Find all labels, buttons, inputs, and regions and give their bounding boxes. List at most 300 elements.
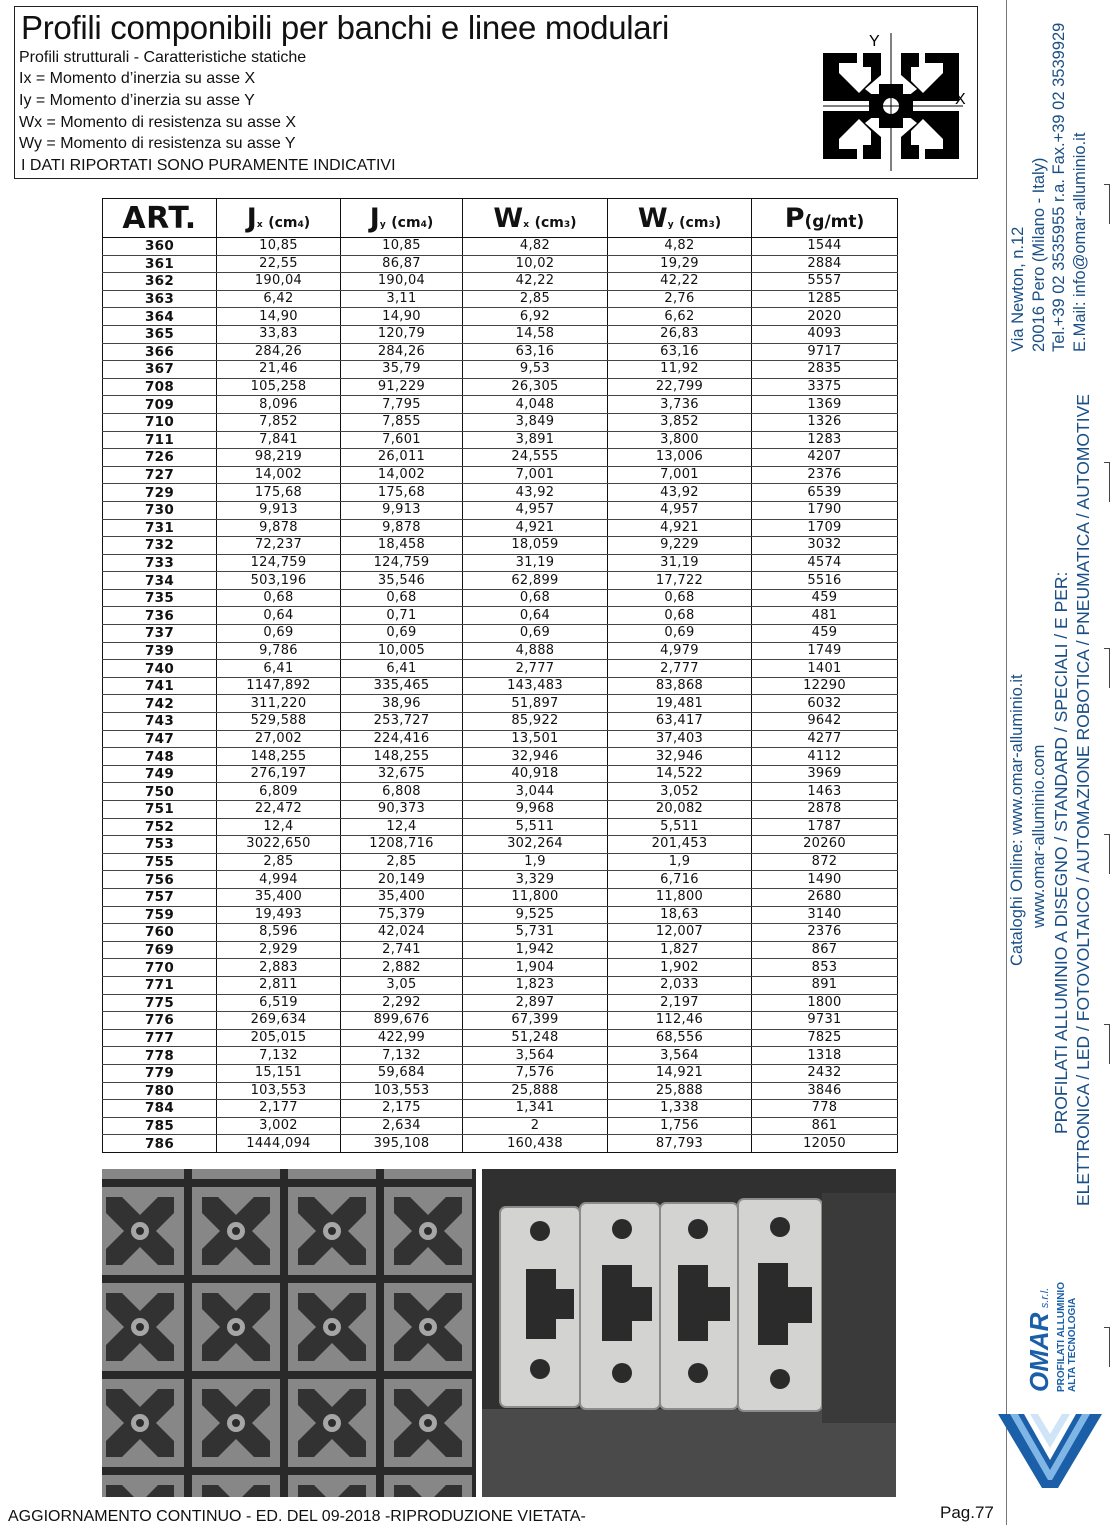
cell-jx: 7,852 <box>217 413 341 431</box>
table-row <box>103 924 898 942</box>
cell-jy: 7,601 <box>341 431 463 449</box>
cell-wx: 4,921 <box>463 519 608 537</box>
cell-art: 775 <box>103 994 217 1012</box>
table-row <box>103 361 898 379</box>
cell-art: 731 <box>103 519 217 537</box>
cell-art: 778 <box>103 1047 217 1065</box>
cell-p: 1490 <box>752 871 898 889</box>
cell-wy: 83,868 <box>608 677 752 695</box>
cell-jy: 9,913 <box>341 501 463 519</box>
table-row <box>103 1047 898 1065</box>
cell-wy: 1,827 <box>608 941 752 959</box>
cell-wx: 9,968 <box>463 801 608 819</box>
cell-jx: 0,68 <box>217 589 341 607</box>
cell-p: 3140 <box>752 906 898 924</box>
table-row <box>103 466 898 484</box>
legend-iy: Iy = Momento d’inerzia su asse Y <box>19 92 255 109</box>
photo-profile-ends <box>482 1169 896 1497</box>
cell-jx: 4,994 <box>217 871 341 889</box>
cell-wy: 3,564 <box>608 1047 752 1065</box>
cell-jx: 311,220 <box>217 695 341 713</box>
cell-jy: 3,05 <box>341 976 463 994</box>
cell-art: 710 <box>103 413 217 431</box>
address-street: Via Newton, n.12 <box>1009 226 1027 352</box>
cell-p: 9717 <box>752 343 898 361</box>
cell-wy: 0,68 <box>608 607 752 625</box>
cell-wy: 4,979 <box>608 642 752 660</box>
cell-wx: 62,899 <box>463 572 608 590</box>
table-row <box>103 871 898 889</box>
cell-wy: 22,799 <box>608 378 752 396</box>
cell-wy: 37,403 <box>608 730 752 748</box>
static-properties-table <box>102 198 898 1153</box>
cell-wy: 1,902 <box>608 959 752 977</box>
cell-wy: 25,888 <box>608 1082 752 1100</box>
cell-wx: 1,904 <box>463 959 608 977</box>
cell-jy: 59,684 <box>341 1064 463 1082</box>
cell-art: 757 <box>103 888 217 906</box>
cell-wx: 31,19 <box>463 554 608 572</box>
cell-jy: 120,79 <box>341 325 463 343</box>
table-row <box>103 748 898 766</box>
cell-jy: 124,759 <box>341 554 463 572</box>
cell-jy: 2,634 <box>341 1117 463 1135</box>
cell-jx: 22,55 <box>217 255 341 273</box>
cell-wy: 0,69 <box>608 625 752 643</box>
table-row <box>103 677 898 695</box>
cell-jx: 1444,094 <box>217 1135 341 1153</box>
cell-art: 739 <box>103 642 217 660</box>
cell-p: 2680 <box>752 888 898 906</box>
cell-p: 4277 <box>752 730 898 748</box>
cell-art: 727 <box>103 466 217 484</box>
table-row <box>103 801 898 819</box>
col-header-art: ART. <box>103 199 217 238</box>
cell-wx: 25,888 <box>463 1082 608 1100</box>
subtitle: Profili strutturali - Caratteristiche statiche <box>19 49 307 66</box>
cell-wy: 3,736 <box>608 396 752 414</box>
cell-jy: 7,795 <box>341 396 463 414</box>
cell-jy: 2,175 <box>341 1100 463 1118</box>
cell-p: 4574 <box>752 554 898 572</box>
cell-art: 755 <box>103 853 217 871</box>
cell-art: 361 <box>103 255 217 273</box>
cell-jx: 3,002 <box>217 1117 341 1135</box>
cell-art: 729 <box>103 484 217 502</box>
cell-jx: 2,811 <box>217 976 341 994</box>
cell-wy: 20,082 <box>608 801 752 819</box>
cell-art: 776 <box>103 1012 217 1030</box>
omar-logo-mark <box>996 1400 1106 1490</box>
cell-wx: 2,85 <box>463 290 608 308</box>
table-row <box>103 976 898 994</box>
table-row <box>103 554 898 572</box>
table-row <box>103 325 898 343</box>
cell-wy: 11,800 <box>608 888 752 906</box>
cell-wx: 26,305 <box>463 378 608 396</box>
table-row <box>103 519 898 537</box>
address-phone: Tel.+39 02 3535955 r.a. Fax.+39 02 3539929 <box>1050 22 1068 352</box>
cell-art: 363 <box>103 290 217 308</box>
cell-p: 1463 <box>752 783 898 801</box>
cell-wy: 4,957 <box>608 501 752 519</box>
cell-wx: 1,942 <box>463 941 608 959</box>
axis-x-label: X <box>955 91 966 108</box>
cell-jx: 8,596 <box>217 924 341 942</box>
cell-wy: 19,481 <box>608 695 752 713</box>
cell-wx: 7,576 <box>463 1064 608 1082</box>
cell-wx: 18,059 <box>463 537 608 555</box>
cell-wx: 0,64 <box>463 607 608 625</box>
cell-art: 737 <box>103 625 217 643</box>
table-row <box>103 537 898 555</box>
cell-art: 753 <box>103 836 217 854</box>
cell-p: 1544 <box>752 238 898 256</box>
cell-wx: 63,16 <box>463 343 608 361</box>
table-row <box>103 994 898 1012</box>
col-header-jx: Jx (cm4) <box>217 199 341 238</box>
cell-wy: 2,777 <box>608 660 752 678</box>
table-row <box>103 431 898 449</box>
table-row <box>103 660 898 678</box>
sidebar-address <box>1008 23 1090 352</box>
cell-jy: 35,79 <box>341 361 463 379</box>
cell-wx: 5,731 <box>463 924 608 942</box>
table-row <box>103 1064 898 1082</box>
cell-wx: 42,22 <box>463 273 608 291</box>
products-line: PROFILATI ALLUMINIO A DISEGNO / STANDARD / SPECIALI / E PER: <box>1051 571 1071 1134</box>
cell-jy: 10,005 <box>341 642 463 660</box>
cell-jy: 38,96 <box>341 695 463 713</box>
table-row <box>103 1117 898 1135</box>
cell-jy: 2,85 <box>341 853 463 871</box>
cell-wy: 87,793 <box>608 1135 752 1153</box>
cell-wy: 2,76 <box>608 290 752 308</box>
cell-jx: 72,237 <box>217 537 341 555</box>
cell-wy: 19,29 <box>608 255 752 273</box>
cell-jy: 253,727 <box>341 713 463 731</box>
cell-wx: 32,946 <box>463 748 608 766</box>
cell-jy: 395,108 <box>341 1135 463 1153</box>
cell-art: 365 <box>103 325 217 343</box>
cell-wx: 4,957 <box>463 501 608 519</box>
cell-art: 741 <box>103 677 217 695</box>
table-row <box>103 836 898 854</box>
cell-wy: 14,921 <box>608 1064 752 1082</box>
col-header-p: P(g/mt) <box>752 199 898 238</box>
cell-jx: 0,64 <box>217 607 341 625</box>
cell-jy: 190,04 <box>341 273 463 291</box>
address-email: E.Mail: info@omar-alluminio.it <box>1070 132 1089 352</box>
cell-wy: 12,007 <box>608 924 752 942</box>
table-row <box>103 713 898 731</box>
cell-p: 2020 <box>752 308 898 326</box>
cell-jy: 2,741 <box>341 941 463 959</box>
table-row <box>103 484 898 502</box>
cell-jy: 6,41 <box>341 660 463 678</box>
header-box <box>14 6 978 179</box>
cell-wy: 32,946 <box>608 748 752 766</box>
cell-art: 759 <box>103 906 217 924</box>
cell-wy: 2,033 <box>608 976 752 994</box>
cell-jy: 2,882 <box>341 959 463 977</box>
cell-jx: 103,553 <box>217 1082 341 1100</box>
cell-p: 6539 <box>752 484 898 502</box>
cell-wx: 9,525 <box>463 906 608 924</box>
cell-wy: 63,16 <box>608 343 752 361</box>
cell-p: 9731 <box>752 1012 898 1030</box>
cell-p: 1749 <box>752 642 898 660</box>
cell-wy: 2,197 <box>608 994 752 1012</box>
cell-wx: 2 <box>463 1117 608 1135</box>
cell-jx: 2,883 <box>217 959 341 977</box>
cell-wy: 68,556 <box>608 1029 752 1047</box>
cell-art: 777 <box>103 1029 217 1047</box>
table-row <box>103 959 898 977</box>
cell-jx: 14,002 <box>217 466 341 484</box>
cell-jy: 7,132 <box>341 1047 463 1065</box>
footer-notice: AGGIORNAMENTO CONTINUO - ED. DEL 09-2018 -RIPRODUZIONE VIETATA- <box>8 1508 586 1525</box>
cell-wx: 0,68 <box>463 589 608 607</box>
cell-jy: 35,546 <box>341 572 463 590</box>
cell-wx: 302,264 <box>463 836 608 854</box>
cell-jx: 10,85 <box>217 238 341 256</box>
page-title: Profili componibili per banchi e linee modulari <box>21 9 670 46</box>
cell-jx: 6,809 <box>217 783 341 801</box>
axis-y-label: Y <box>869 33 880 50</box>
cell-art: 743 <box>103 713 217 731</box>
cell-p: 1369 <box>752 396 898 414</box>
cell-p: 853 <box>752 959 898 977</box>
cell-p: 5557 <box>752 273 898 291</box>
cell-art: 730 <box>103 501 217 519</box>
cell-p: 1283 <box>752 431 898 449</box>
photo-profile-stack <box>102 1169 476 1497</box>
cell-jy: 284,26 <box>341 343 463 361</box>
cell-wy: 112,46 <box>608 1012 752 1030</box>
cell-wy: 201,453 <box>608 836 752 854</box>
cell-wy: 6,62 <box>608 308 752 326</box>
cell-wy: 3,052 <box>608 783 752 801</box>
cell-jx: 503,196 <box>217 572 341 590</box>
sidebar-web <box>1006 394 1094 1206</box>
cell-wy: 3,852 <box>608 413 752 431</box>
cell-jy: 0,68 <box>341 589 463 607</box>
cell-p: 778 <box>752 1100 898 1118</box>
table-row <box>103 818 898 836</box>
table-row <box>103 730 898 748</box>
cell-p: 481 <box>752 607 898 625</box>
cell-p: 459 <box>752 625 898 643</box>
cell-p: 9642 <box>752 713 898 731</box>
cell-p: 459 <box>752 589 898 607</box>
website-link[interactable]: www.omar-alluminio.com <box>1030 744 1048 928</box>
cell-jx: 284,26 <box>217 343 341 361</box>
cell-p: 1800 <box>752 994 898 1012</box>
cell-jx: 98,219 <box>217 449 341 467</box>
cell-jy: 1208,716 <box>341 836 463 854</box>
cell-wx: 6,92 <box>463 308 608 326</box>
cell-art: 726 <box>103 449 217 467</box>
table-row <box>103 273 898 291</box>
cell-wy: 0,68 <box>608 589 752 607</box>
cell-jy: 0,71 <box>341 607 463 625</box>
cell-jy: 18,458 <box>341 537 463 555</box>
cell-jx: 205,015 <box>217 1029 341 1047</box>
cell-jy: 26,011 <box>341 449 463 467</box>
cell-jx: 124,759 <box>217 554 341 572</box>
cell-wx: 40,918 <box>463 765 608 783</box>
cell-wx: 4,048 <box>463 396 608 414</box>
cell-jy: 20,149 <box>341 871 463 889</box>
table-row <box>103 642 898 660</box>
cell-art: 734 <box>103 572 217 590</box>
cell-p: 12050 <box>752 1135 898 1153</box>
cell-wx: 3,329 <box>463 871 608 889</box>
cell-wx: 2,777 <box>463 660 608 678</box>
cell-p: 1790 <box>752 501 898 519</box>
table-row <box>103 378 898 396</box>
cell-wx: 5,511 <box>463 818 608 836</box>
table-row <box>103 255 898 273</box>
cell-wy: 11,92 <box>608 361 752 379</box>
cell-wy: 5,511 <box>608 818 752 836</box>
cell-p: 3032 <box>752 537 898 555</box>
cell-jx: 9,878 <box>217 519 341 537</box>
cell-jy: 35,400 <box>341 888 463 906</box>
profile-cross-section-diagram <box>811 31 971 171</box>
cell-wx: 51,248 <box>463 1029 608 1047</box>
cell-jx: 1147,892 <box>217 677 341 695</box>
cell-jy: 14,90 <box>341 308 463 326</box>
table-row <box>103 695 898 713</box>
cell-wx: 11,800 <box>463 888 608 906</box>
cell-art: 709 <box>103 396 217 414</box>
omar-logo-text: OMAR s.r.l. PROFILATI ALLUMINIO ALTA TECNOLOGIA <box>1024 1282 1078 1392</box>
table-row <box>103 308 898 326</box>
cell-art: 736 <box>103 607 217 625</box>
cell-art: 756 <box>103 871 217 889</box>
cell-wy: 1,756 <box>608 1117 752 1135</box>
cell-jy: 90,373 <box>341 801 463 819</box>
cell-jx: 19,493 <box>217 906 341 924</box>
cell-jx: 6,519 <box>217 994 341 1012</box>
cell-p: 4207 <box>752 449 898 467</box>
cell-jy: 3,11 <box>341 290 463 308</box>
cell-art: 752 <box>103 818 217 836</box>
cell-p: 1326 <box>752 413 898 431</box>
cell-wx: 24,555 <box>463 449 608 467</box>
cell-p: 7825 <box>752 1029 898 1047</box>
catalog-link[interactable]: Cataloghi Online: www.omar-alluminio.it <box>1008 674 1026 966</box>
cell-jx: 6,41 <box>217 660 341 678</box>
cell-jx: 2,929 <box>217 941 341 959</box>
cell-wx: 1,9 <box>463 853 608 871</box>
cell-p: 872 <box>752 853 898 871</box>
cell-art: 779 <box>103 1064 217 1082</box>
cell-wy: 13,006 <box>608 449 752 467</box>
cell-wx: 67,399 <box>463 1012 608 1030</box>
cell-p: 20260 <box>752 836 898 854</box>
cell-p: 3969 <box>752 765 898 783</box>
table-row <box>103 888 898 906</box>
cell-jx: 2,85 <box>217 853 341 871</box>
cell-jx: 22,472 <box>217 801 341 819</box>
cell-art: 735 <box>103 589 217 607</box>
page-number: Pag.77 <box>940 1503 994 1522</box>
table-row <box>103 625 898 643</box>
cell-jx: 14,90 <box>217 308 341 326</box>
cell-jx: 190,04 <box>217 273 341 291</box>
cell-jx: 7,841 <box>217 431 341 449</box>
legend-wy: Wy = Momento di resistenza su asse Y <box>19 135 296 152</box>
cell-jy: 0,69 <box>341 625 463 643</box>
cell-p: 861 <box>752 1117 898 1135</box>
cell-wy: 43,92 <box>608 484 752 502</box>
table-row <box>103 290 898 308</box>
cell-art: 747 <box>103 730 217 748</box>
cell-art: 785 <box>103 1117 217 1135</box>
table-row <box>103 238 898 256</box>
cell-wx: 9,53 <box>463 361 608 379</box>
cell-jy: 12,4 <box>341 818 463 836</box>
cell-p: 2878 <box>752 801 898 819</box>
cell-wy: 42,22 <box>608 273 752 291</box>
cell-wx: 3,891 <box>463 431 608 449</box>
cell-art: 769 <box>103 941 217 959</box>
cell-jy: 224,416 <box>341 730 463 748</box>
address-city: 20016 Pero (Milano - Italy) <box>1029 157 1048 352</box>
cell-jx: 269,634 <box>217 1012 341 1030</box>
cell-jy: 6,808 <box>341 783 463 801</box>
table-row <box>103 607 898 625</box>
table-row <box>103 501 898 519</box>
cell-p: 1318 <box>752 1047 898 1065</box>
cell-jx: 33,83 <box>217 325 341 343</box>
cell-art: 749 <box>103 765 217 783</box>
cell-art: 711 <box>103 431 217 449</box>
cell-wy: 26,83 <box>608 325 752 343</box>
cell-wy: 17,722 <box>608 572 752 590</box>
table-row <box>103 783 898 801</box>
cell-jx: 35,400 <box>217 888 341 906</box>
cell-wy: 1,9 <box>608 853 752 871</box>
cell-p: 4112 <box>752 748 898 766</box>
cell-jy: 42,024 <box>341 924 463 942</box>
cell-art: 751 <box>103 801 217 819</box>
cell-jx: 0,69 <box>217 625 341 643</box>
cell-wy: 6,716 <box>608 871 752 889</box>
cell-jy: 175,68 <box>341 484 463 502</box>
table-row <box>103 413 898 431</box>
cell-jy: 75,379 <box>341 906 463 924</box>
cell-jx: 27,002 <box>217 730 341 748</box>
col-header-wy: Wy (cm3) <box>608 199 752 238</box>
cell-art: 740 <box>103 660 217 678</box>
cell-wy: 3,800 <box>608 431 752 449</box>
table-row <box>103 1012 898 1030</box>
cell-p: 867 <box>752 941 898 959</box>
cell-p: 891 <box>752 976 898 994</box>
table-row <box>103 765 898 783</box>
cell-p: 1285 <box>752 290 898 308</box>
cell-jx: 2,177 <box>217 1100 341 1118</box>
cell-wx: 7,001 <box>463 466 608 484</box>
cell-wx: 3,044 <box>463 783 608 801</box>
cell-p: 5516 <box>752 572 898 590</box>
table-row <box>103 449 898 467</box>
cell-wy: 14,522 <box>608 765 752 783</box>
